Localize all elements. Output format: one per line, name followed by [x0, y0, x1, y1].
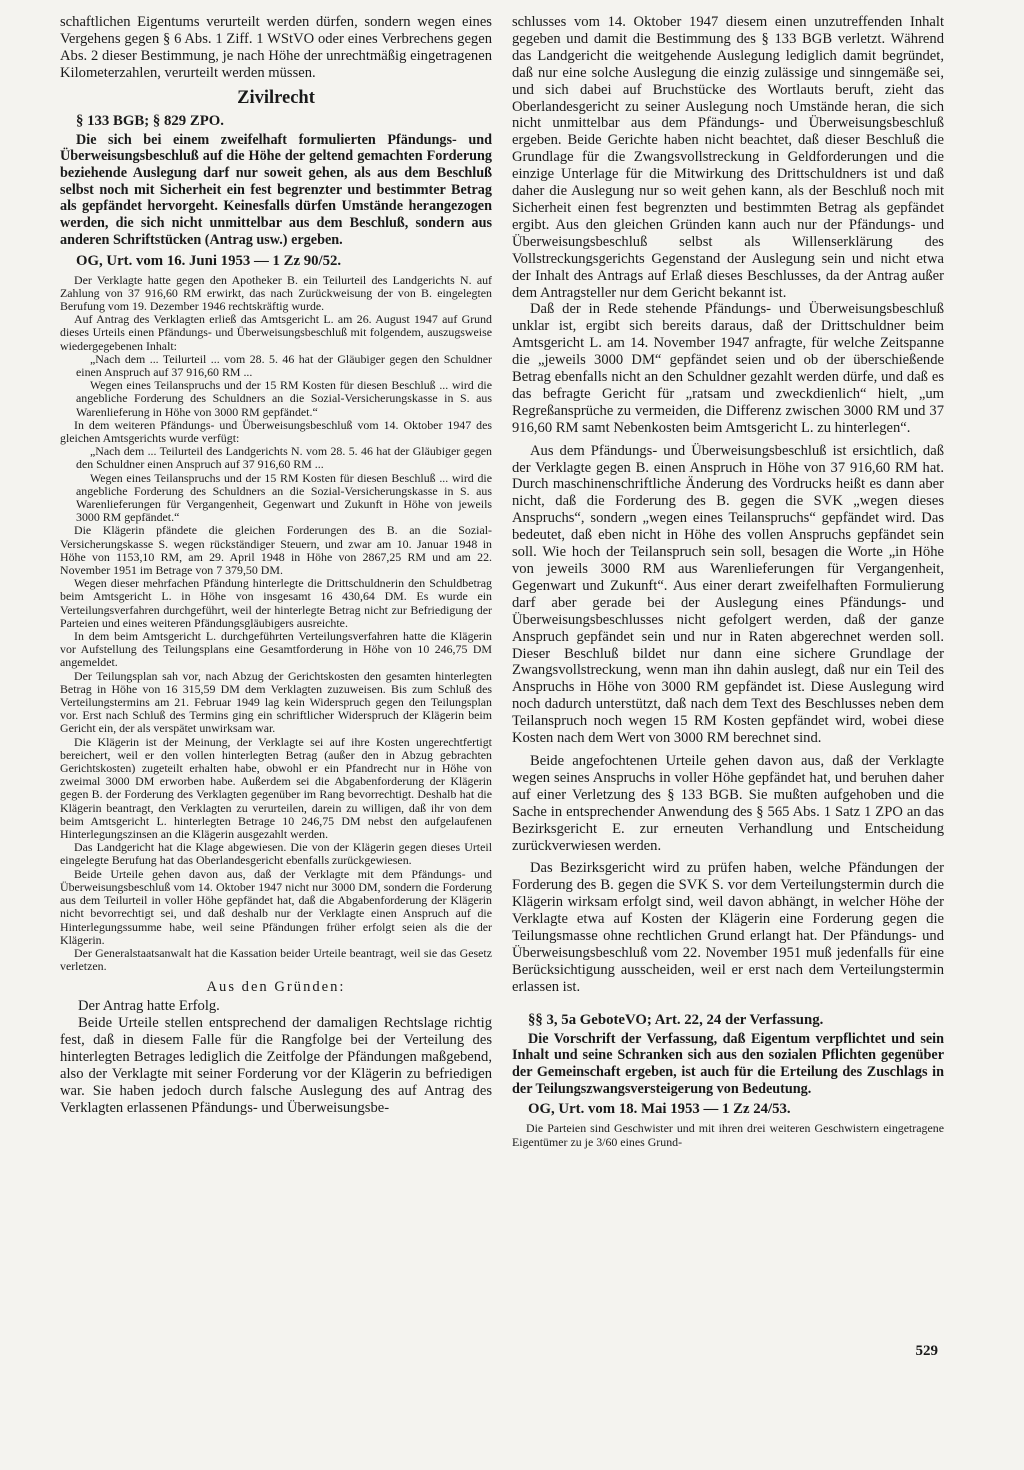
- law-reference: §§ 3, 5a GeboteVO; Art. 22, 24 der Verfassung.: [528, 1011, 824, 1028]
- facts-paragraph: Die Klägerin pfändete die gleichen Forderungen des B. an die Sozial-Versicherungskasse S. wegen rückständiger Steuern, und zwar am 10. Januar 1948 in Höhe von 1153,10 RM, am 29. April 1948 in Höhe von 2867,25 RM und am 22. November 1951 im Betrage von 7 379,50 DM.: [60, 523, 492, 578]
- court-citation: OG, Urt. vom 18. Mai 1953 — 1 Zz 24/53.: [528, 1101, 791, 1118]
- facts-paragraph: In dem beim Amtsgericht L. durchgeführten Verteilungsverfahren hatte die Klägerin vor Aufstellung des Teilungsplans eine Gesamtforderung in Höhe von 10 246,75 DM angemeldet.: [60, 629, 492, 670]
- body-paragraph: Aus dem Pfändungs- und Überweisungsbeschluß ist ersichtlich, daß der Verklagte gegen B. einen Anspruch in Höhe von 37 916,60 RM hat. Durch maschinenschriftliche Änderung des Vordrucks heißt es dann aber nicht, daß die Forderung des B. gegen die SVK „wegen dieses Anspruchs“, sondern „wegen eines Teilanspruchs“ gepfändet wird. Das bedeutet, daß eben nicht in Höhe des vollen Anspruchs gepfändet sein soll. Wie hoch der Teilanspruch sein soll, besagen die Worte „in Höhe von jeweils 3000 RM aus Warenlieferungen für Vergangenheit, Gegenwart und Zukunft“. Aus einer derart zweifelhaften Formulierung darf aber gerade bei der Auslegung eines Pfändungs- und Überweisungsbeschlusses nicht gefolgert werden, daß der ganze Anspruch gepfändet sein und nur in Raten abgerechnet werden soll. Dieser Beschluß bildet nur dann eine sichere Grundlage der Zwangsvollstreckung, wenn man ihn dahin auslegt, daß nur ein Teil des Anspruchs in Höhe von 3000 RM gepfändet ist. Diese Auslegung wird noch dadurch unterstützt, daß nach dem Text des Beschlusses neben dem Teilanspruch noch wegen 15 RM Kosten gepfändet wird, wobei diese Kosten nach dem Wert von 3000 RM berechnet sind.: [512, 442, 944, 747]
- section-title: Zivilrecht: [237, 87, 315, 108]
- quoted-text: „Nach dem ... Teilurteil ... vom 28. 5. 46 hat der Gläubiger gegen den Schuldner einen Anspruch auf 37 916,60 RM ...: [76, 351, 492, 379]
- facts-paragraph: Beide Urteile gehen davon aus, daß der Verklagte mit dem Pfändungs- und Überweisungsbeschluß vom 14. Oktober 1947 nicht nur 3000 DM, sondern die Forderung aus dem Teilurteil in voller Höhe gepfändet hat, daß die Abgabenforderung der Klägerin nicht bevorrechtigt sei, und daß deshalb nur der Verklagte einen Anspruch auf die Hinterlegungssumme habe, weil seine Pfändungen früher erfolgt seien als die der Klägerin.: [60, 866, 492, 947]
- facts-paragraph: Die Klägerin ist der Meinung, der Verklagte sei auf ihre Kosten ungerechtfertigt bereichert, weil er den vollen hinterlegten Betrag (außer den in Abzug gebrachten Gerichtskosten) zugeteilt erhalten habe, obwohl er ein Pfandrecht nur in Höhe von zweimal 3000 DM erworben habe. Außerdem sei die Abgabenforderung der Klägerin gegen B. der Forderung des Verklagten gegenüber im Rang bevorrechtigt. Deshalb hat die Klägerin beantragt, den Verklagten zu verurteilen, darein zu willigen, daß ihr von dem beim Amtsgericht L. hinterlegten Betrage 10 246,75 DM nebst den aufgelaufenen Hinterlegungszinsen an die Klägerin ausgezahlt werden.: [60, 734, 492, 842]
- facts-paragraph: Die Parteien sind Geschwister und mit ihren drei weiteren Geschwistern eingetragene Eigentümer zu je 3/60 eines Grund-: [512, 1121, 944, 1149]
- headnote: Die sich bei einem zweifelhaft formulierten Pfändungs- und Überweisungsbeschluß auf die Höhe der geltend gemachten Forderung beziehende Auslegung darf nur soweit gehen, als aus dem Beschluß selbst noch mit Sicherheit ein fest begrenzter und bestimmter Betrag als gepfändet hervorgeht. Keinesfalls dürfen Umstände herangezogen werden, die sich nicht unmittelbar aus dem Beschluß, sondern aus anderen Schriftstücken (Antrag usw.) ergeben.: [60, 131, 492, 248]
- right-column: [512, 14, 944, 1149]
- page-number: 529: [915, 1343, 938, 1359]
- facts-paragraph: Der Verklagte hatte gegen den Apotheker B. ein Teilurteil des Landgerichts N. auf Zahlung von 37 916,60 RM erwirkt, das nach Zurückweisung der von B. eingelegten Berufung vom 19. Dezember 1946 rechtskräftig wurde.: [60, 272, 492, 313]
- intro-paragraph: schaftlichen Eigentums verurteilt werden dürfen, sondern wegen eines Vergehens gegen § 6 Abs. 1 Ziff. 1 WStVO oder eines Verbrechens gegen Abs. 2 dieser Bestimmung, je nach Höhe der unrechtmäßig eingetragenen Kilometerzahlen, verurteilt werden müssen.: [60, 14, 492, 81]
- reasons-heading: Aus den Gründen:: [206, 979, 346, 996]
- facts-paragraph: Der Generalstaatsanwalt hat die Kassation beider Urteile beantragt, weil sie das Gesetz verletzen.: [60, 945, 492, 974]
- reasons-paragraph: Beide Urteile stellen entsprechend der damaligen Rechtslage richtig fest, daß in diesem Falle für die Rangfolge bei der Verteilung des hinterlegten Betrages lediglich die Zeitfolge der Pfändungen maßgebend, also der Verklagte mit seiner Forderung vor der Klägerin zu befriedigen war. Sie haben jedoch durch falsche Auslegung des auf Antrag des Verklagten erlassenen Pfändungs- und Überweisungsbe-: [60, 1015, 492, 1116]
- headnote: Die Vorschrift der Verfassung, daß Eigentum verpflichtet und sein Inhalt und seine Schranken sich aus den sozialen Pflichten gegenüber der Gemeinschaft ergeben, ist auch für die Erteilung des Zuschlags in der Teilungszwangsversteigerung von Bedeutung.: [512, 1030, 944, 1097]
- facts-paragraph: Wegen dieser mehrfachen Pfändung hinterlegte die Drittschuldnerin den Schuldbetrag beim Amtsgericht L. in Höhe von insgesamt 16 430,64 DM. Es wurde ein Verteilungsverfahren durchgeführt, weil der hinterlegte Betrag nicht zur Befriedigung der Parteien und eines weiteren Pfändungsgläubigers ausreichte.: [60, 576, 492, 630]
- facts-paragraph: Auf Antrag des Verklagten erließ das Amtsgericht L. am 26. August 1947 auf Grund dieses Urteils einen Pfändungs- und Überweisungsbeschluß mit folgendem, auszugsweise wiedergegebenen Inhalt:: [60, 312, 492, 353]
- quoted-text: Wegen eines Teilanspruchs und der 15 RM Kosten für diesen Beschluß ... wird die angebliche Forderung des Schuldners an die Sozial-Versicherungskasse in S. aus Warenlieferungen für Vergangenheit, Gegenwart und Zukunft in Höhe von jeweils 3000 RM gepfändet.“: [76, 470, 492, 525]
- quoted-text: „Nach dem ... Teilurteil des Landgerichts N. vom 28. 5. 46 hat der Gläubiger gegen den Schuldner einen Anspruch auf 37 916,60 RM ...: [76, 444, 492, 472]
- facts-paragraph: Der Teilungsplan sah vor, nach Abzug der Gerichtskosten den gesamten hinterlegten Betrag in Höhe von 16 315,59 DM dem Verklagten zuzuweisen. Bis zum Schluß des Verteilungstermins am 21. Februar 1949 lag kein Widerspruch gegen den Teilungsplan vor. Erst nach Schluß des Termins ging ein schriftlicher Widerspruch der Klägerin beim Gericht ein, der als verspätet unwirksam war.: [60, 668, 492, 736]
- body-paragraph: Daß der in Rede stehende Pfändungs- und Überweisungsbeschluß unklar ist, ergibt sich bereits daraus, daß der Drittschuldner beim Amtsgericht L. am 14. November 1947 anfragte, für welche Zeitspanne die „jeweils 3000 DM“ gepfändet seien und ob der überschießende Betrag ebenfalls nicht an den Schuldner gezahlt werden dürfe, und daß es das befragte Gericht für „ratsam und zweckdienlich“ hielt, „um Regreßansprüche zu vermeiden, die Differenz zwischen 3000 RM und 37 916,60 RM samt Nebenkosten beim Amtsgericht L. zu hinterlegen“.: [512, 301, 944, 436]
- facts-paragraph: In dem weiteren Pfändungs- und Überweisungsbeschluß vom 14. Oktober 1947 des gleichen Amtsgerichts wurde verfügt:: [60, 417, 492, 445]
- left-column: [60, 14, 492, 1117]
- facts-paragraph: Das Landgericht hat die Klage abgewiesen. Die von der Klägerin gegen dieses Urteil eingelegte Berufung hat das Oberlandesgericht ebenfalls zurückgewiesen.: [60, 840, 492, 868]
- quoted-text: Wegen eines Teilanspruchs und der 15 RM Kosten für diesen Beschluß ... wird die angebliche Forderung des Schuldners an die Sozial-Versicherungskasse in S. aus Warenlieferung in Höhe von 3000 RM gepfändet.“: [76, 378, 492, 419]
- law-reference: § 133 BGB; § 829 ZPO.: [76, 112, 224, 129]
- body-paragraph: Beide angefochtenen Urteile gehen davon aus, daß der Verklagte wegen seines Anspruchs in voller Höhe gepfändet hat, und beruhen daher auf einer Verletzung des § 133 BGB. Sie mußten aufgehoben und die Sache in entsprechender Anwendung des § 565 Abs. 1 Satz 1 ZPO an das Bezirksgericht E. zur erneuten Verhandlung und Entscheidung zurückverwiesen werden.: [512, 752, 944, 854]
- body-paragraph: schlusses vom 14. Oktober 1947 diesem einen unzutreffenden Inhalt gegeben und damit die Bestimmung des § 133 BGB verletzt. Während das Landgericht die weitgehende Auslegung lediglich damit begründet, daß nur eine solche Auslegung die einzig zulässige und sinngemäße sei, und sich dabei auf Bruchstücke des Wortlauts beruft, zieht das Oberlandesgericht zu seiner Auslegung noch Umstände heran, die sich nicht unmittelbar aus dem Pfändungs- und Überweisungsbeschluß ergeben. Beide Gerichte haben nicht beachtet, daß dieser Beschluß die Grundlage für die Zwangsvollstreckung in Geldforderungen und die einzige Unterlage für die Mitwirkung des Drittschuldners ist und daß daher die Auslegung nur so weit gehen kann, als der Beschluß noch mit Sicherheit einen fest begrenzten und bestimmten Betrag als gepfändet ergibt. Aus den gleichen Gründen kann auch nur der Pfändungs- und Überweisungsbeschluß selbst als Willenserklärung des Vollstreckungsgerichts Gegenstand der Auslegung sein und nicht etwa der Inhalt des Antrags auf Erlaß dieses Beschlusses, da der Antrag außer dem Antragsteller nur dem Gericht bekannt ist.: [512, 14, 944, 301]
- court-citation: OG, Urt. vom 16. Juni 1953 — 1 Zz 90/52.: [76, 252, 342, 269]
- reasons-paragraph: Der Antrag hatte Erfolg.: [78, 998, 220, 1015]
- body-paragraph: Das Bezirksgericht wird zu prüfen haben, welche Pfändungen der Forderung des B. gegen die SVK S. vor dem Verteilungstermin durch die Klägerin wirksam erfolgt sind, weil davon abhängt, in welcher Höhe der Verklagte etwa auf Kosten der Klägerin eine Forderung gegen die Teilungsmasse ohne rechtlichen Grund erlangt hat. Der Pfändungs- und Überweisungsbeschluß vom 22. November 1951 muß jedenfalls für eine Berücksichtigung ausscheiden, weil er erst nach dem Verteilungstermin erlassen ist.: [512, 860, 944, 995]
